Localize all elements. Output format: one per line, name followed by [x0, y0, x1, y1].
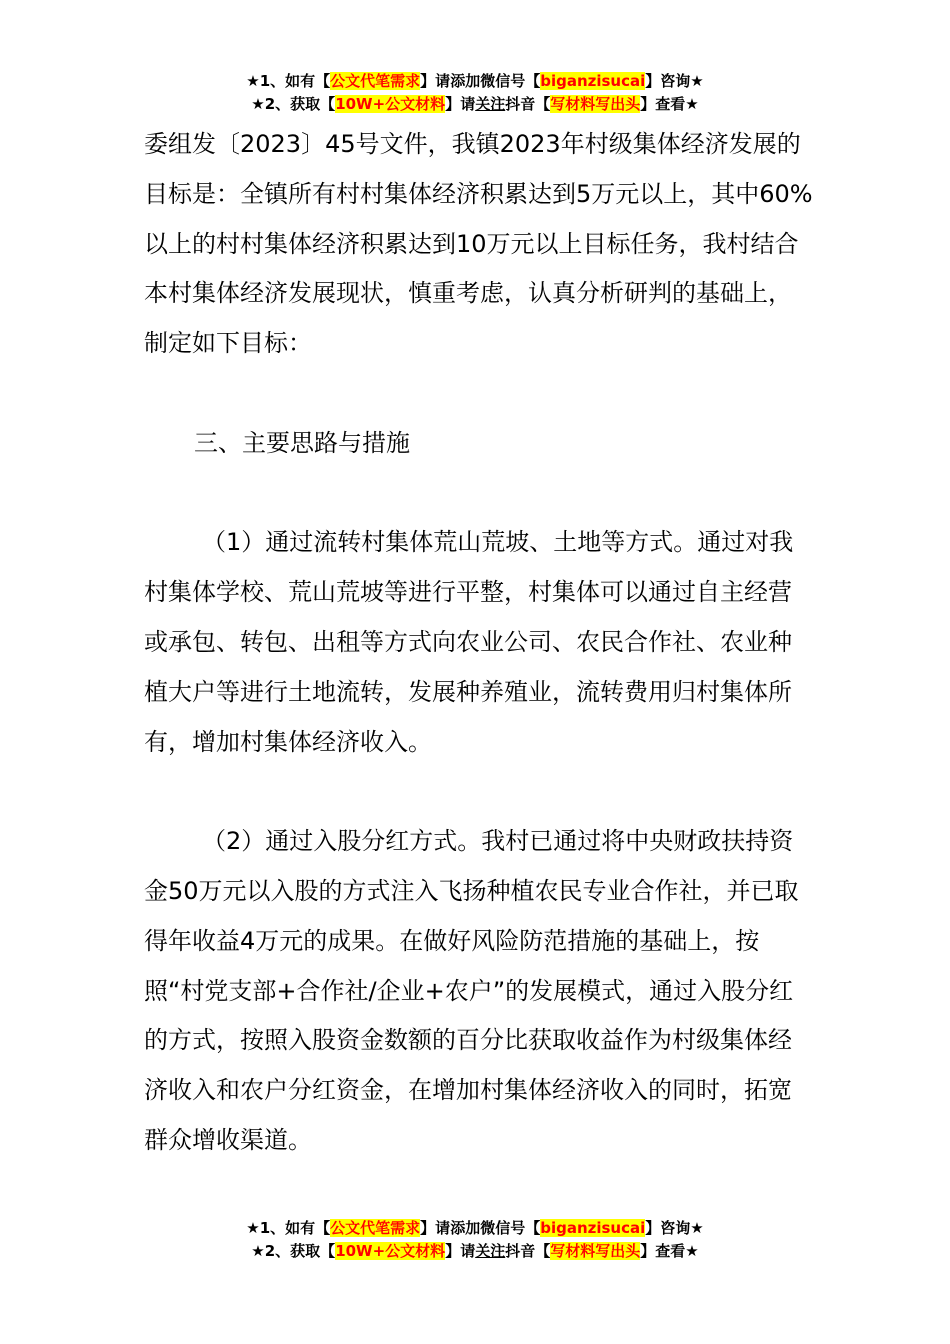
- banner-text: 】咨询★: [645, 72, 704, 90]
- paragraph-intro: 委组发〔2023〕45号文件，我镇2023年村级集体经济发展的目标是：全镇所有村村集体经济积累达到5万元以上，其中60%以上的村村集体经济积累达到10万元以上目标任务，我村结合本村集体经济发展现状，慎重考虑，认真分析研判的基础上，制定如下目标：: [144, 130, 813, 358]
- banner-highlight: 10W+公文材料: [335, 1242, 446, 1260]
- banner-text: 微信号【: [480, 72, 541, 90]
- banner-highlight: 公文代笔需求: [330, 72, 421, 90]
- banner-text: 】请: [445, 1242, 476, 1260]
- banner-text: ★1、如有【: [246, 72, 331, 90]
- document-body: [144, 120, 814, 1166]
- blank-line: [144, 469, 814, 519]
- banner-text: 抖音【: [505, 95, 551, 113]
- banner-highlight: 写材料写出头: [550, 1242, 641, 1260]
- section-heading: 三、主要思路与措施: [194, 428, 410, 457]
- banner-emphasis: 添加: [450, 72, 481, 90]
- banner-highlight: 写材料写出头: [550, 95, 641, 113]
- banner-highlight: biganzisucai: [540, 1219, 646, 1237]
- banner-text: ★2、获取【: [251, 1242, 336, 1260]
- banner-text: ★1、如有【: [246, 1219, 331, 1237]
- banner-text: 】请: [445, 95, 476, 113]
- paragraph-measure-2: （2）通过入股分红方式。我村已通过将中央财政扶持资金50万元以入股的方式注入飞扬种植农民专业合作社，并已取得年收益4万元的成果。在做好风险防范措施的基础上，按照“村党支部+合作社/企业+农户”的发展模式，通过入股分红的方式，按照入股资金数额的百分比获取收益作为村级集体经济收入和农户分红资金，在增加村集体经济收入的同时，拓宽群众增收渠道。: [144, 827, 799, 1154]
- banner-emphasis: 添加: [450, 1219, 481, 1237]
- blank-line: [144, 767, 814, 817]
- banner-text: 】查看★: [640, 1242, 699, 1260]
- banner-highlight: 10W+公文材料: [335, 95, 446, 113]
- banner-highlight: biganzisucai: [540, 72, 646, 90]
- paragraph-measure-1: （1）通过流转村集体荒山荒坡、土地等方式。通过对我村集体学校、荒山荒坡等进行平整，村集体可以通过自主经营或承包、转包、出租等方式向农业公司、农民合作社、农业种植大户等进行土地流转，发展种养殖业，流转费用归村集体所有，增加村集体经济收入。: [144, 528, 794, 756]
- banner-highlight: 公文代笔需求: [330, 1219, 421, 1237]
- banner-line-2: [0, 93, 950, 116]
- banner-text: 】请: [420, 72, 451, 90]
- banner-text: ★2、获取【: [251, 95, 336, 113]
- banner-text: 微信号【: [480, 1219, 541, 1237]
- banner-text: 抖音【: [505, 1242, 551, 1260]
- banner-line-1: [0, 1217, 950, 1240]
- banner-emphasis: 关注: [475, 95, 506, 113]
- banner-text: 】查看★: [640, 95, 699, 113]
- banner-line-2: [0, 1240, 950, 1263]
- banner-text: 】请: [420, 1219, 451, 1237]
- banner-text: 】咨询★: [645, 1219, 704, 1237]
- footer-banner: [0, 1217, 950, 1263]
- banner-line-1: [0, 70, 950, 93]
- banner-emphasis: 关注: [475, 1242, 506, 1260]
- blank-line: [144, 369, 814, 419]
- header-banner: [0, 70, 950, 116]
